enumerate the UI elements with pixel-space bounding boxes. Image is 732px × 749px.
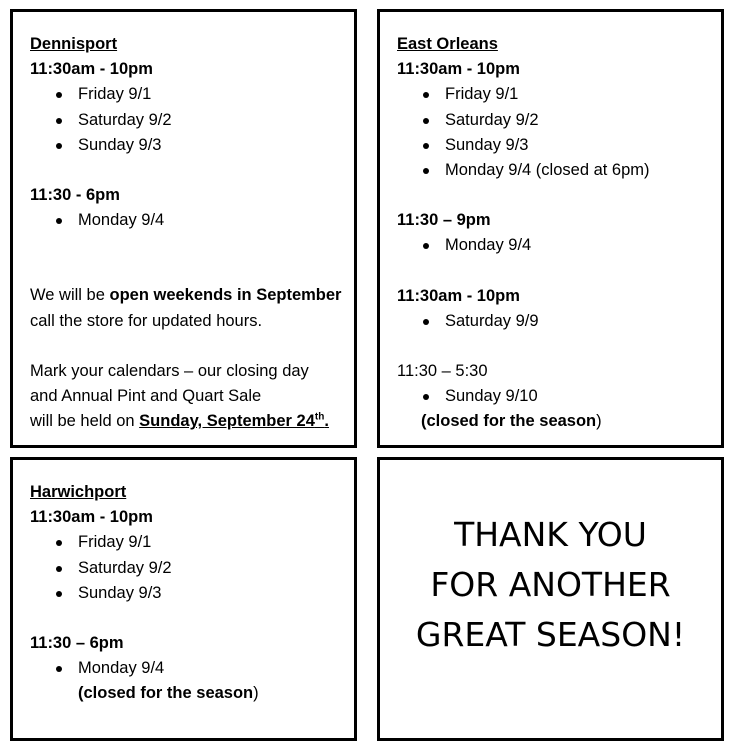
bullet-icon (56, 143, 62, 149)
east-orleans-hours-4: 11:30 – 5:30 (397, 362, 488, 381)
list-item (30, 82, 346, 107)
closed-note-bold: (closed for the season (421, 412, 597, 431)
list-item (30, 133, 346, 158)
harwichport-hours-2: 11:30 – 6pm (30, 634, 124, 653)
closing-text-pre: will be held on (30, 412, 140, 431)
bullet-icon (56, 540, 62, 546)
bullet-icon (423, 394, 429, 400)
east-orleans-box (377, 9, 724, 448)
store-name-harwichport: Harwichport (30, 483, 127, 501)
closing-text-2: and Annual Pint and Quart Sale (30, 387, 262, 406)
day-label: Friday 9/1 (78, 533, 152, 552)
east-orleans-days-3 (397, 309, 713, 334)
list-item (397, 82, 713, 107)
thank-you-message (380, 510, 721, 660)
bullet-icon (56, 566, 62, 572)
harwichport-days-2 (30, 656, 346, 681)
day-label: Monday 9/4 (78, 659, 165, 678)
list-item (30, 108, 346, 133)
bullet-icon (423, 92, 429, 98)
thank-you-line-3: GREAT SEASON! (415, 615, 686, 654)
day-label: Sunday 9/3 (445, 135, 529, 154)
closing-date (139, 412, 329, 430)
bullet-icon (423, 143, 429, 149)
day-label: Monday 9/4 (445, 236, 532, 255)
list-item (397, 233, 713, 258)
bullet-icon (56, 591, 62, 597)
bullet-icon (56, 118, 62, 124)
east-orleans-hours-2: 11:30 – 9pm (397, 211, 491, 230)
bullet-icon (56, 218, 62, 224)
list-item (30, 556, 346, 581)
day-label: Monday 9/4 (78, 211, 165, 230)
east-orleans-content (397, 32, 713, 435)
dennisport-days-1 (30, 82, 346, 158)
day-label: Saturday 9/2 (445, 110, 539, 129)
list-item (397, 309, 713, 334)
east-orleans-hours-3: 11:30am - 10pm (397, 286, 520, 305)
list-item (397, 384, 713, 409)
closing-date-period: . (324, 412, 329, 431)
bullet-icon (423, 168, 429, 174)
list-item (30, 208, 346, 233)
closing-date-text: Sunday, September 24 (139, 412, 315, 431)
thank-you-line-1: THANK YOU (454, 515, 647, 554)
closing-date-suffix: th (314, 411, 325, 423)
day-label: Sunday 9/10 (445, 387, 538, 406)
day-label: Saturday 9/2 (78, 558, 172, 577)
east-orleans-days-2 (397, 233, 713, 258)
east-orleans-hours-1: 11:30am - 10pm (397, 60, 520, 79)
store-name-east-orleans: East Orleans (397, 35, 498, 53)
bullet-icon (423, 319, 429, 325)
list-item (397, 133, 713, 158)
day-label: Friday 9/1 (445, 85, 519, 104)
closing-text-1: Mark your calendars – our closing day (30, 361, 309, 380)
east-orleans-closed-note (397, 409, 713, 434)
bullet-icon (423, 243, 429, 249)
list-item (30, 656, 346, 681)
list-item (30, 581, 346, 606)
harwichport-box (10, 457, 357, 741)
east-orleans-days-4 (397, 384, 713, 409)
closing-text-3 (30, 409, 346, 434)
dennisport-days-2 (30, 208, 346, 233)
day-label: Saturday 9/2 (78, 110, 172, 129)
harwichport-days-1 (30, 530, 346, 606)
thank-you-box (377, 457, 724, 741)
list-item (30, 530, 346, 555)
closed-note-end: ) (596, 412, 602, 431)
notice-text: We will be (30, 286, 110, 305)
day-label: Saturday 9/9 (445, 311, 539, 330)
dennisport-content (30, 32, 346, 434)
bullet-icon (56, 666, 62, 672)
dennisport-box (10, 9, 357, 448)
bullet-icon (423, 118, 429, 124)
day-label: Monday 9/4 (closed at 6pm) (445, 161, 650, 180)
dennisport-hours-2: 11:30 - 6pm (30, 186, 120, 205)
list-item (397, 108, 713, 133)
closed-note-end: ) (253, 684, 259, 703)
bullet-icon (56, 92, 62, 98)
day-label: Friday 9/1 (78, 85, 152, 104)
closed-note-bold: (closed for the season (78, 684, 254, 703)
notice-text-2: call the store for updated hours. (30, 311, 263, 330)
harwichport-content (30, 480, 346, 707)
dennisport-hours-1: 11:30am - 10pm (30, 60, 153, 79)
list-item (397, 158, 713, 183)
thank-you-line-2: FOR ANOTHER (430, 565, 671, 604)
harwichport-hours-1: 11:30am - 10pm (30, 508, 153, 527)
day-label: Sunday 9/3 (78, 135, 162, 154)
harwichport-closed-note (30, 681, 346, 706)
east-orleans-days-1 (397, 82, 713, 183)
september-notice (30, 283, 346, 308)
store-name-dennisport: Dennisport (30, 35, 118, 53)
day-label: Sunday 9/3 (78, 583, 162, 602)
notice-bold-text: open weekends in September (109, 286, 342, 305)
